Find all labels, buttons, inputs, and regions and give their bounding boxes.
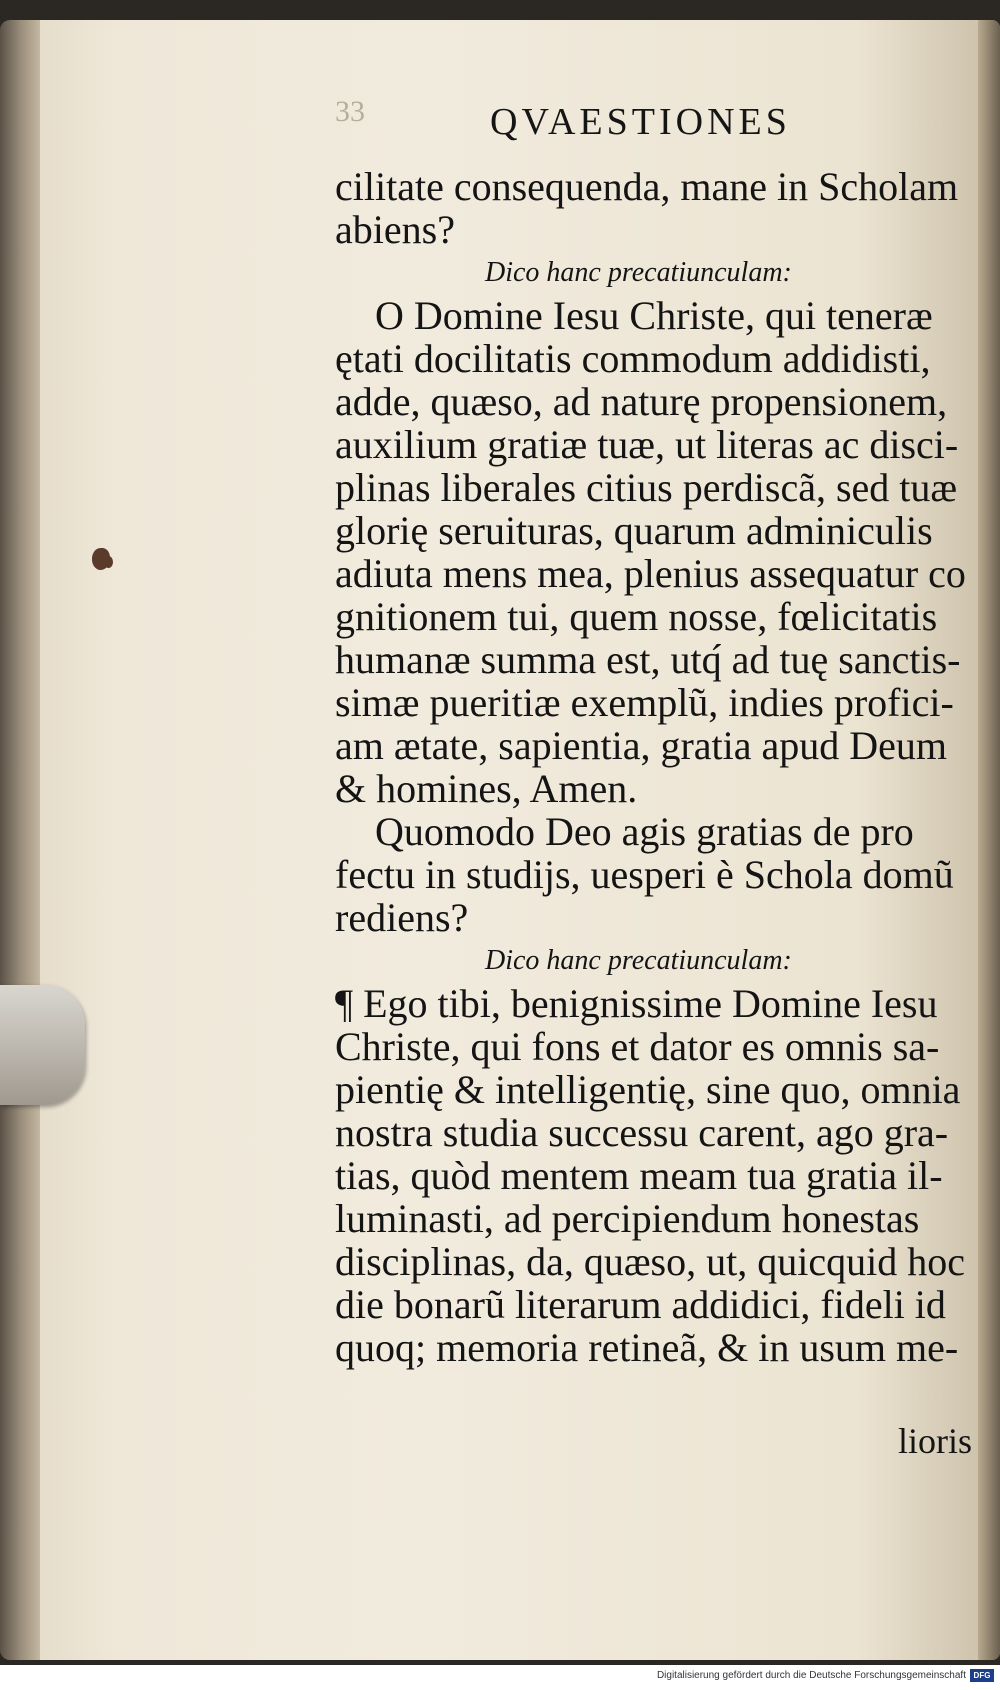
prayer-line: auxilium gratiæ tuæ, ut literas ac disci-	[335, 422, 959, 467]
page-number: 33	[335, 95, 365, 128]
prayer-line: O Domine Iesu Christe, qui teneræ	[375, 293, 933, 338]
catchword: lioris	[898, 1421, 973, 1461]
prayer-line: adde, quæso, ad naturę propensionem,	[335, 379, 948, 424]
prayer-line: pientię & intelligentię, sine quo, omnia	[335, 1067, 961, 1112]
section-caption: Dico hanc precatiunculam:	[485, 945, 792, 976]
text-block	[335, 165, 980, 1369]
section-caption: Dico hanc precatiunculam:	[485, 257, 792, 288]
prayer-line: & homines, Amen.	[335, 766, 638, 811]
prayer-line: am ætate, sapientia, gratia apud Deum	[335, 723, 948, 768]
prayer-line: glorię seruituras, quarum adminiculis	[335, 508, 933, 553]
running-head: QVAESTIONES	[490, 101, 791, 143]
prayer-line: gnitionem tui, quem nosse, fœlicitatis	[335, 594, 938, 639]
prayer-line: plinas liberales citius perdiscã, sed tuæ	[335, 465, 958, 510]
prayer-line: ętati docilitatis commodum addidisti,	[335, 336, 931, 381]
prayer-line: disciplinas, da, quæso, ut, quicquid hoc	[335, 1239, 965, 1284]
prayer-line: quoq; memoria retineã, & in usum me-	[335, 1325, 959, 1370]
text-line: abiens?	[335, 207, 455, 252]
prayer-line: tias, quòd mentem meam tua gratia il-	[335, 1153, 943, 1198]
prayer-line: luminasti, ad percipiendum honestas	[335, 1196, 920, 1241]
prayer-line: Christe, qui fons et dator es omnis sa-	[335, 1024, 940, 1069]
prayer-line: humanæ summa est, utq́ ad tuę sanctis-	[335, 637, 961, 682]
prayer-line: die bonarũ literarum addidici, fideli id	[335, 1282, 946, 1327]
ink-stain-small	[104, 556, 113, 568]
question-line: fectu in studijs, uesperi è Schola domũ	[335, 852, 954, 897]
page-clip	[0, 985, 85, 1105]
digitization-credit: Digitalisierung gefördert durch die Deutsche Forschungsgemeinschaft	[656, 1670, 966, 1681]
question-line: Quomodo Deo agis gratias de pro	[375, 809, 914, 854]
text-line: cilitate consequenda, mane in Scholam	[335, 164, 959, 209]
prayer-line: adiuta mens mea, plenius assequatur co	[335, 551, 966, 596]
prayer-line: nostra studia successu carent, ago gra-	[335, 1110, 949, 1155]
fore-edge	[978, 20, 1000, 1660]
dfg-logo: DFG	[970, 1669, 994, 1682]
question-line: rediens?	[335, 895, 469, 940]
prayer-line: simæ pueritiæ exemplũ, indies profici-	[335, 680, 954, 725]
prayer-line: ¶ Ego tibi, benignissime Domine Iesu	[335, 981, 938, 1026]
